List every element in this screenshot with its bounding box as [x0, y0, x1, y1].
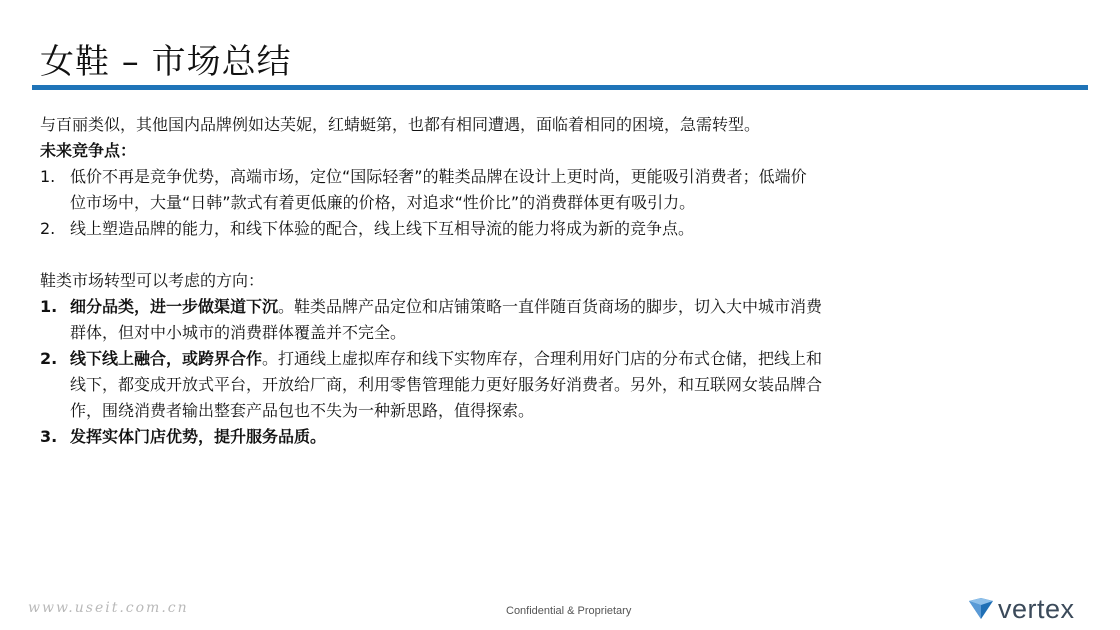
item-bold-lead: 线下线上融合，或跨界合作: [70, 349, 263, 368]
item-line: 群体，但对中小城市的消费群体覆盖并不完全。: [70, 323, 407, 342]
logo-wordmark: vertex: [998, 593, 1075, 624]
transform-heading: 鞋类市场转型可以考虑的方向：: [40, 271, 265, 290]
item-line: [70, 346, 1060, 372]
item-line: 线上塑造品牌的能力，和线下体验的配合，线上线下互相导流的能力将成为新的竞争点。: [70, 219, 695, 238]
item-number: 1.: [40, 297, 58, 316]
competition-item-2: [40, 216, 1060, 242]
transform-item-1: [40, 294, 1060, 346]
item-text: 。打通线上虚拟库存和线下实物库存，合理利用好门店的分布式仓储，把线上和: [262, 349, 823, 368]
vertex-logo-icon: [968, 598, 994, 620]
item-line: 作，围绕消费者输出整套产品包也不失为一种新思路，值得探索。: [70, 401, 535, 420]
transform-item-2: [40, 346, 1060, 424]
transform-item-3: [40, 424, 1060, 450]
competition-item-1: [40, 164, 1060, 216]
item-line: 低价不再是竞争优势，高端市场，定位“国际轻奢”的鞋类品牌在设计上更时尚，更能吸引消费者；低端价: [70, 167, 807, 186]
item-line: 位市场中，大量“日韩”款式有着更低廉的价格，对追求“性价比”的消费群体更有吸引力。: [70, 193, 696, 212]
vertex-logo: [968, 594, 1075, 624]
competition-heading: 未来竞争点：: [40, 141, 137, 160]
item-bold-lead: 细分品类，进一步做渠道下沉: [70, 297, 279, 316]
intro-paragraph: 与百丽类似，其他国内品牌例如达芙妮，红蜻蜓第，也都有相同遭遇，面临着相同的困境，急需转型。: [40, 115, 761, 134]
item-text: 。鞋类品牌产品定位和店铺策略一直伴随百货商场的脚步，切入大中城市消费: [278, 297, 823, 316]
item-number: 2.: [40, 219, 56, 238]
slide-title: 女鞋 – 市场总结: [40, 42, 292, 82]
item-number: 2.: [40, 349, 58, 368]
item-line: [70, 294, 1060, 320]
slide-body: [40, 112, 1060, 450]
item-bold-lead: 发挥实体门店优势，提升服务品质。: [70, 427, 327, 446]
confidential-footer: Confidential & Proprietary: [506, 605, 632, 617]
spacer: [40, 242, 1060, 268]
watermark: www.useit.com.cn: [28, 600, 189, 616]
title-divider: [32, 85, 1088, 90]
item-number: 3.: [40, 427, 58, 446]
item-line: 线下，都变成开放式平台，开放给厂商，利用零售管理能力更好服务好消费者。另外，和互联网女装品牌合: [70, 375, 823, 394]
item-number: 1.: [40, 167, 56, 186]
item-line: [70, 424, 1060, 450]
